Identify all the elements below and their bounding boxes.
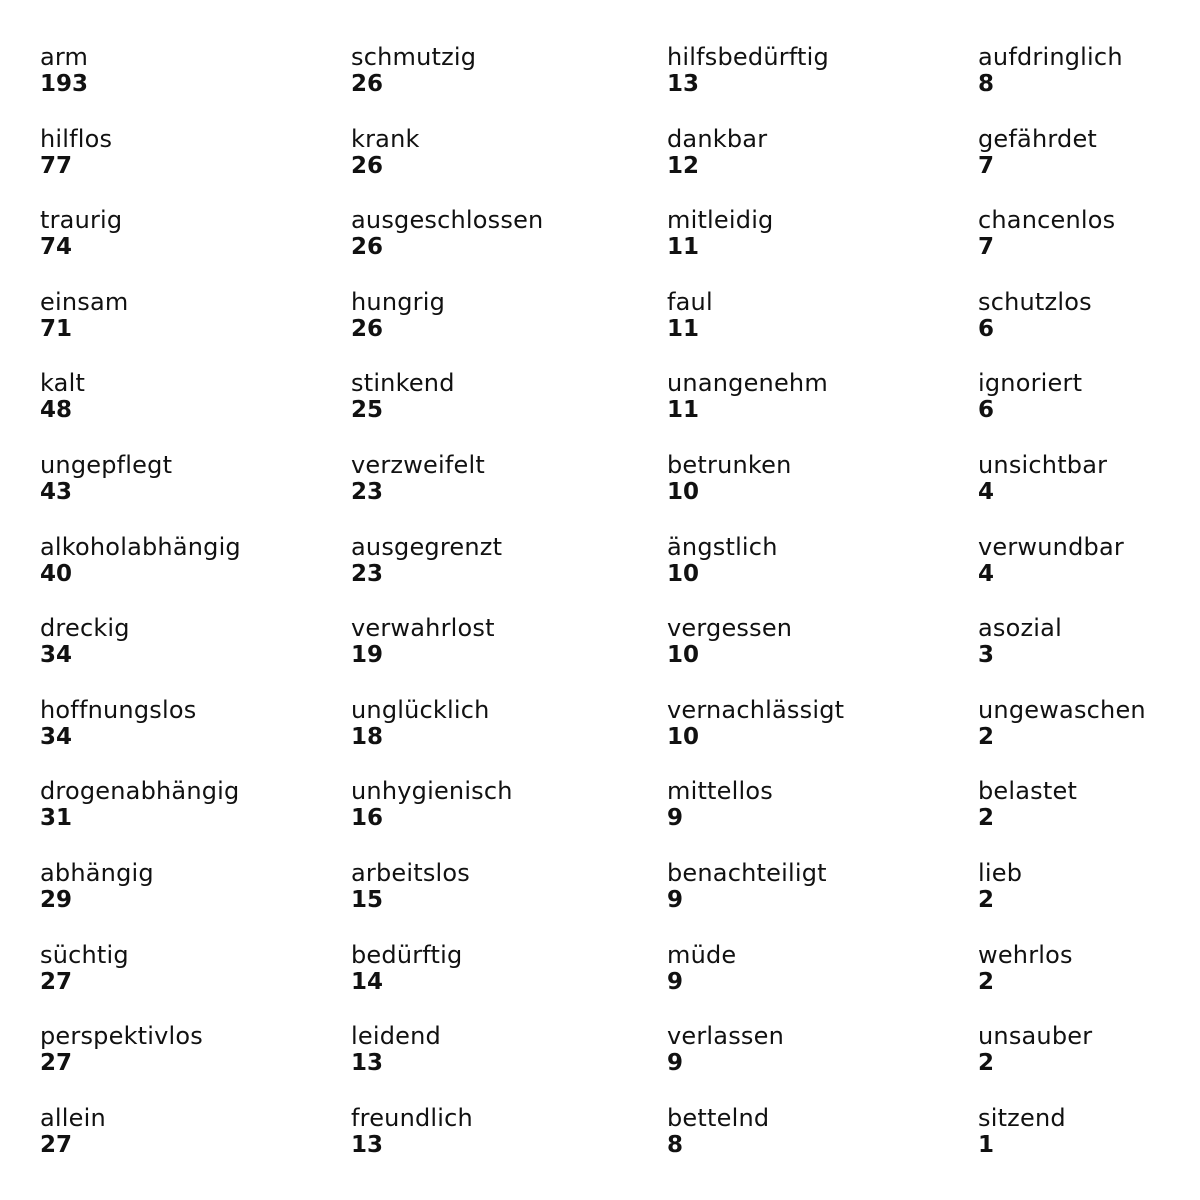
word-entry [667,368,828,422]
word-entry [40,776,239,830]
word-count: 10 [667,479,700,505]
word-count: 10 [667,561,700,587]
word-label: hilflos [40,125,113,153]
word-entry [351,940,462,994]
word-count: 40 [40,561,73,587]
word-label: abhängig [40,859,154,887]
word-count: 2 [978,724,995,750]
word-count: 4 [978,479,995,505]
word-entry [667,776,773,830]
word-label: unsauber [978,1022,1093,1050]
word-count: 11 [667,234,700,260]
word-label: arm [40,43,89,71]
word-label: betrunken [667,451,792,479]
word-count: 2 [978,887,995,913]
word-entry [351,368,455,422]
word-label: stinkend [351,369,455,397]
word-label: kalt [40,369,86,397]
word-count: 23 [351,561,384,587]
word-count: 29 [40,887,73,913]
word-label: chancenlos [978,206,1116,234]
word-entry [351,1021,441,1075]
word-label: dreckig [40,614,130,642]
word-count: 16 [351,805,384,831]
word-entry [667,940,736,994]
word-label: aufdringlich [978,43,1123,71]
word-count: 26 [351,234,384,260]
word-count: 6 [978,316,995,342]
word-entry [40,1021,203,1075]
word-entry [351,205,543,259]
word-entry [667,42,829,96]
word-entry [40,450,172,504]
word-label: einsam [40,288,129,316]
word-entry [978,940,1073,994]
word-count: 9 [667,1050,684,1076]
word-label: krank [351,125,420,153]
word-label: perspektivlos [40,1022,204,1050]
word-count: 9 [667,969,684,995]
word-entry [978,287,1092,341]
word-label: gefährdet [978,125,1098,153]
word-entry [978,695,1146,749]
word-label: belastet [978,777,1078,805]
word-count: 18 [351,724,384,750]
word-count: 14 [351,969,384,995]
word-label: verwundbar [978,533,1124,561]
word-entry [40,1103,106,1157]
word-entry [351,532,502,586]
word-count: 31 [40,805,73,831]
word-label: hungrig [351,288,446,316]
word-label: süchtig [40,941,129,969]
word-label: ausgeschlossen [351,206,544,234]
word-entry [667,695,844,749]
word-count: 9 [667,887,684,913]
word-count: 4 [978,561,995,587]
word-entry [40,205,122,259]
word-count: 8 [978,71,995,97]
word-label: hilfsbedürftig [667,43,829,71]
word-entry [351,613,495,667]
word-label: dankbar [667,125,768,153]
word-count: 26 [351,316,384,342]
word-label: allein [40,1104,106,1132]
word-count: 12 [667,153,700,179]
word-entry [40,613,130,667]
word-entry [667,1021,784,1075]
word-label: hoffnungslos [40,696,197,724]
word-count: 3 [978,642,995,668]
word-label: ungepflegt [40,451,173,479]
word-count: 2 [978,1050,995,1076]
word-count: 23 [351,479,384,505]
word-label: unsichtbar [978,451,1108,479]
word-count: 26 [351,153,384,179]
word-entry [978,368,1082,422]
word-count: 2 [978,969,995,995]
word-entry [40,858,154,912]
word-entry [667,858,827,912]
word-count: 34 [40,642,73,668]
word-count: 27 [40,1050,73,1076]
word-entry [667,287,713,341]
word-entry [40,368,85,422]
word-label: schmutzig [351,43,477,71]
word-count: 77 [40,153,73,179]
word-label: ausgegrenzt [351,533,503,561]
word-count: 8 [667,1132,684,1158]
word-label: unangenehm [667,369,828,397]
word-entry [351,695,490,749]
word-count: 6 [978,397,995,423]
word-label: wehrlos [978,941,1073,969]
word-count: 11 [667,397,700,423]
word-count: 9 [667,805,684,831]
word-count: 1 [978,1132,995,1158]
word-label: arbeitslos [351,859,471,887]
word-entry [978,205,1115,259]
word-label: alkoholabhängig [40,533,241,561]
word-entry [40,287,128,341]
word-count: 7 [978,234,995,260]
word-entry [978,124,1097,178]
word-count: 71 [40,316,73,342]
word-entry [667,1103,769,1157]
word-label: vergessen [667,614,793,642]
word-count: 11 [667,316,700,342]
word-count: 19 [351,642,384,668]
word-entry [351,1103,473,1157]
word-count: 48 [40,397,73,423]
word-count: 27 [40,1132,73,1158]
word-label: unhygienisch [351,777,513,805]
word-entry [351,858,470,912]
word-entry [40,124,112,178]
word-entry [351,450,485,504]
word-count: 26 [351,71,384,97]
word-label: mittellos [667,777,773,805]
word-entry [351,776,513,830]
word-entry [667,613,792,667]
word-count: 27 [40,969,73,995]
word-count: 15 [351,887,384,913]
word-label: asozial [978,614,1062,642]
word-label: sitzend [978,1104,1066,1132]
word-count: 25 [351,397,384,423]
word-entry [978,450,1107,504]
word-count: 13 [351,1132,384,1158]
word-entry [667,532,778,586]
word-label: verwahrlost [351,614,495,642]
word-count: 13 [351,1050,384,1076]
word-entry [40,42,88,96]
word-entry [351,42,476,96]
word-label: unglücklich [351,696,490,724]
word-entry [667,205,774,259]
word-count: 193 [40,71,89,97]
word-label: verzweifelt [351,451,485,479]
word-label: bettelnd [667,1104,770,1132]
word-label: ignoriert [978,369,1083,397]
word-entry [667,450,792,504]
word-count: 43 [40,479,73,505]
word-entry [351,124,420,178]
word-count: 7 [978,153,995,179]
word-entry [978,532,1124,586]
word-entry [351,287,445,341]
word-count: 10 [667,724,700,750]
word-entry [978,613,1062,667]
word-label: verlassen [667,1022,784,1050]
word-entry [978,1021,1092,1075]
word-label: vernachlässigt [667,696,845,724]
word-label: traurig [40,206,123,234]
word-label: ungewaschen [978,696,1146,724]
word-entry [40,695,196,749]
word-label: schutzlos [978,288,1092,316]
word-label: faul [667,288,713,316]
word-label: lieb [978,859,1023,887]
word-count: 13 [667,71,700,97]
word-entry [978,858,1022,912]
word-count: 10 [667,642,700,668]
word-label: drogenabhängig [40,777,240,805]
word-label: ängstlich [667,533,778,561]
word-label: müde [667,941,737,969]
word-entry [40,940,129,994]
word-entry [667,124,767,178]
word-entry [40,532,241,586]
word-entry [978,776,1077,830]
word-label: freundlich [351,1104,473,1132]
word-label: bedürftig [351,941,463,969]
word-entry [978,42,1123,96]
word-count: 2 [978,805,995,831]
word-label: leidend [351,1022,441,1050]
word-count: 74 [40,234,73,260]
word-label: benachteiligt [667,859,827,887]
word-count: 34 [40,724,73,750]
word-entry [978,1103,1066,1157]
word-label: mitleidig [667,206,774,234]
